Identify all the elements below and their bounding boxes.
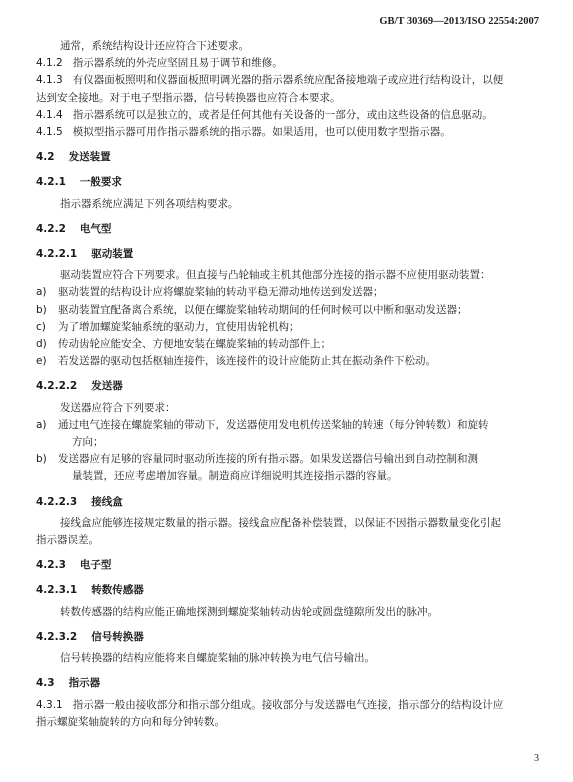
clause-number: 4.1.3 bbox=[36, 74, 63, 87]
heading-4-2-2-2 bbox=[36, 378, 546, 395]
clause-4-3-1-cont: 指示螺旋桨轴旋转的方向和每分钟转数。 bbox=[36, 715, 225, 728]
clause-4-1-5 bbox=[36, 124, 546, 141]
list-text: 通过电气连接在螺旋桨轴的带动下，发送器使用发电机传送桨轴的转速（每分钟转数）和旋转 bbox=[58, 418, 489, 431]
paragraph: 指示器系统应满足下列各项结构要求。 bbox=[60, 197, 239, 210]
list-marker: d) bbox=[36, 338, 47, 351]
list-marker: a) bbox=[36, 286, 47, 299]
clause-text: 指示器系统的外壳应坚固且易于调节和维修。 bbox=[72, 57, 283, 70]
heading-number: 4.2.1 bbox=[36, 176, 66, 189]
heading-4-3 bbox=[36, 675, 546, 692]
paragraph-cont: 指示器误差。 bbox=[36, 534, 99, 547]
paragraph: 发送器应符合下列要求： bbox=[60, 401, 176, 414]
clause-text: 模拟型指示器可用作指示器系统的指示器。如果适用，也可以使用数字型指示器。 bbox=[72, 126, 451, 139]
list-item bbox=[36, 353, 546, 370]
heading-number: 4.2 bbox=[36, 151, 55, 164]
clause-text: 指示器一般由接收部分和指示部分组成。接收部分与发送器电气连接，指示部分的结构设计应 bbox=[72, 698, 504, 711]
standard-header: GB/T 30369—2013/ISO 22554:2007 bbox=[379, 16, 539, 27]
list-marker: b) bbox=[36, 453, 47, 466]
heading-4-2-2-3 bbox=[36, 494, 546, 511]
list-text: 发送器应有足够的容量同时驱动所连接的所有指示器。如果发送器信号输出到自动控制和测 bbox=[58, 453, 478, 466]
heading-4-2-2 bbox=[36, 221, 546, 238]
heading-4-2-3 bbox=[36, 557, 546, 574]
paragraph: 通常，系统结构设计还应符合下述要求。 bbox=[60, 40, 249, 52]
list-text-cont: 量装置，还应考虑增加容量。制造商应详细说明其连接指示器的容量。 bbox=[72, 470, 398, 483]
heading-4-2 bbox=[36, 149, 546, 166]
paragraph: 信号转换器的结构应能将来自螺旋桨轴的脉冲转换为电气信号输出。 bbox=[60, 652, 375, 665]
heading-text: 指示器 bbox=[68, 677, 101, 690]
clause-4-3-1 bbox=[36, 697, 546, 714]
heading-number: 4.2.3.1 bbox=[36, 584, 78, 597]
clause-4-1-4 bbox=[36, 107, 546, 124]
heading-text: 电子型 bbox=[79, 559, 112, 572]
list-marker: c) bbox=[36, 320, 46, 333]
heading-text: 转数传感器 bbox=[91, 584, 144, 597]
heading-text: 信号转换器 bbox=[91, 630, 144, 643]
heading-text: 发送器 bbox=[91, 380, 123, 393]
list-item bbox=[36, 336, 546, 353]
heading-number: 4.2.3.2 bbox=[36, 630, 78, 643]
heading-number: 4.2.2.3 bbox=[36, 495, 78, 508]
list-marker: b) bbox=[36, 303, 47, 316]
heading-text: 接线盒 bbox=[91, 495, 123, 508]
list-item bbox=[36, 417, 546, 434]
list-text: 传动齿轮应能安全、方便地安装在螺旋桨轴的转动部件上； bbox=[58, 338, 331, 351]
heading-4-2-2-1 bbox=[36, 246, 546, 263]
heading-text: 发送装置 bbox=[68, 151, 111, 164]
list-item bbox=[36, 284, 546, 301]
page-number: 3 bbox=[534, 753, 539, 764]
list-item bbox=[36, 451, 546, 468]
clause-4-1-2 bbox=[36, 55, 546, 72]
heading-number: 4.2.2.1 bbox=[36, 248, 78, 261]
list-text-cont: 方向； bbox=[72, 436, 104, 449]
list-item bbox=[36, 319, 546, 336]
paragraph: 接线盒应能够连接规定数量的指示器。接线盒应配备补偿装置，以保证不因指示器数量变化引起 bbox=[60, 516, 501, 529]
list-text: 驱动装置的结构设计应将螺旋桨轴的转动平稳无滞动地传送到发送器； bbox=[58, 286, 384, 299]
heading-4-2-3-2 bbox=[36, 629, 546, 646]
clause-number: 4.3.1 bbox=[36, 698, 63, 711]
heading-number: 4.3 bbox=[36, 677, 55, 690]
list-text: 驱动装置宜配备离合系统，以便在螺旋桨轴转动期间的任何时候可以中断和驱动发送器； bbox=[58, 303, 468, 316]
clause-4-1-3 bbox=[36, 72, 546, 89]
paragraph: 转数传感器的结构应能正确地探测到螺旋桨轴转动齿轮或圆盘缝隙所发出的脉冲。 bbox=[60, 605, 438, 618]
heading-number: 4.2.3 bbox=[36, 559, 66, 572]
list-item bbox=[36, 302, 546, 319]
clause-number: 4.1.5 bbox=[36, 126, 63, 139]
heading-text: 电气型 bbox=[79, 222, 112, 235]
paragraph: 驱动装置应符合下列要求。但直接与凸轮轴或主机其他部分连接的指示器不应使用驱动装置： bbox=[60, 269, 491, 282]
heading-4-2-1 bbox=[36, 174, 546, 191]
heading-number: 4.2.2 bbox=[36, 222, 66, 235]
list-marker: e) bbox=[36, 355, 47, 368]
list-marker: a) bbox=[36, 418, 47, 431]
heading-text: 一般要求 bbox=[79, 176, 122, 189]
heading-text: 驱动装置 bbox=[91, 248, 134, 261]
clause-number: 4.1.4 bbox=[36, 108, 63, 121]
list-text: 为了增加螺旋桨轴系统的驱动力，宜使用齿轮机构； bbox=[58, 320, 300, 333]
clause-number: 4.1.2 bbox=[36, 57, 63, 70]
clause-text: 指示器系统可以是独立的，或者是任何其他有关设备的一部分，或由这些设备的信息驱动。 bbox=[72, 108, 493, 121]
clause-4-1-3-cont: 达到安全接地。对于电子型指示器，信号转换器也应符合本要求。 bbox=[36, 91, 341, 104]
clause-text: 有仪器面板照明和仪器面板照明调光器的指示器系统应配备接地端子或应进行结构设计，以便 bbox=[72, 74, 504, 87]
document-body bbox=[36, 38, 546, 731]
heading-number: 4.2.2.2 bbox=[36, 380, 78, 393]
list-text: 若发送器的驱动包括枢轴连接件，该连接件的设计应能防止其在振动条件下松动。 bbox=[58, 355, 436, 368]
heading-4-2-3-1 bbox=[36, 582, 546, 599]
